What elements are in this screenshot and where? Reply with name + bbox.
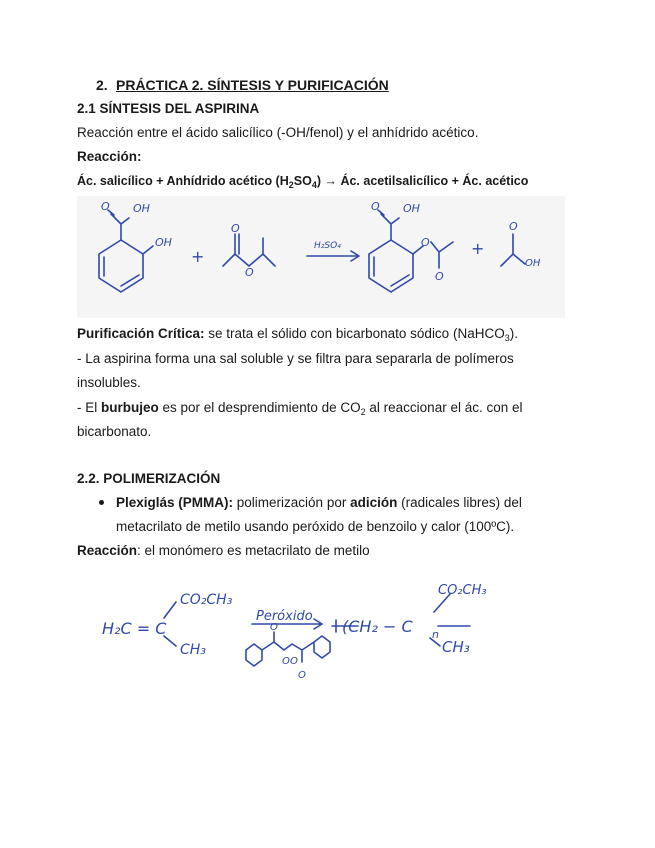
svg-text:Peróxido: Peróxido — [256, 609, 313, 624]
list-bullet — [99, 500, 104, 505]
svg-text:CH₃: CH₃ — [442, 638, 470, 656]
polymerization-heading: 2.2. POLIMERIZACIÓN — [77, 471, 221, 486]
svg-text:OH: OH — [525, 258, 541, 269]
section-title: PRÁCTICA 2. SÍNTESIS Y PURIFICACIÓN — [116, 77, 389, 93]
svg-text:O: O — [421, 236, 430, 249]
svg-text:O: O — [371, 200, 380, 213]
svg-text:CO₂CH₃: CO₂CH₃ — [438, 583, 487, 598]
purification-bullet-1-cont: insolubles. — [77, 375, 141, 390]
svg-text:O: O — [270, 622, 278, 633]
svg-text:OH: OH — [133, 202, 150, 215]
svg-text:O: O — [509, 220, 518, 233]
purification-bullet-1: - La aspirina forma una sal soluble y se filtra para separarla de polímeros — [77, 351, 514, 366]
svg-text:O: O — [231, 222, 240, 235]
reaction-equation: Ác. salicílico + Anhídrido acético $(H_2SO_4)$ → Ác. acetilsalicílico + Ác. acético — [77, 174, 529, 190]
svg-text:O: O — [245, 266, 254, 279]
svg-text:+: + — [191, 247, 205, 266]
reaction-label: Reacción: — [77, 149, 142, 164]
pmma-line-1: Plexiglás (PMMA): polimerización por adición (radicales libres) del — [116, 495, 522, 510]
purification-bullet-2-cont: bicarbonato. — [77, 424, 152, 439]
aspirin-synthesis-sketch — [77, 196, 565, 318]
svg-text:+: + — [471, 239, 485, 258]
polymer-reaction-line: Reacción: el monómero es metacrilato de metilo — [77, 543, 370, 558]
pmma-polymerization-sketch — [96, 572, 496, 684]
svg-text:OH: OH — [403, 202, 420, 215]
purification-bullet-2: - El burbujeo es por el desprendimiento de $CO_2$ al reaccionar el ác. con el — [77, 400, 523, 417]
section-number: 2. — [96, 77, 108, 93]
svg-text:OH: OH — [155, 236, 172, 249]
svg-text:H₂SO₄: H₂SO₄ — [314, 241, 341, 251]
svg-text:n: n — [432, 628, 439, 641]
pmma-line-2: metacrilato de metilo usando peróxido de benzoilo y calor (100ºC). — [116, 519, 515, 534]
svg-text:H₂C = C: H₂C = C — [102, 619, 167, 638]
svg-text:O: O — [298, 670, 306, 681]
svg-text:O: O — [290, 656, 298, 667]
svg-text:O: O — [282, 656, 290, 667]
svg-text:CH₃: CH₃ — [180, 642, 206, 658]
svg-text:O: O — [101, 200, 110, 213]
synthesis-intro: Reacción entre el ácido salicílico (-OH/fenol) y el anhídrido acético. — [77, 125, 479, 140]
synthesis-heading: 2.1 SÍNTESIS DEL ASPIRINA — [77, 101, 260, 116]
svg-text:CO₂CH₃: CO₂CH₃ — [180, 592, 233, 608]
purification-line: Purificación Crítica: se trata el sólido con bicarbonato sódico (NaHCO$_3$). — [77, 326, 518, 343]
svg-text:(CH₂ − C: (CH₂ − C — [342, 617, 413, 636]
svg-text:O: O — [435, 270, 444, 283]
